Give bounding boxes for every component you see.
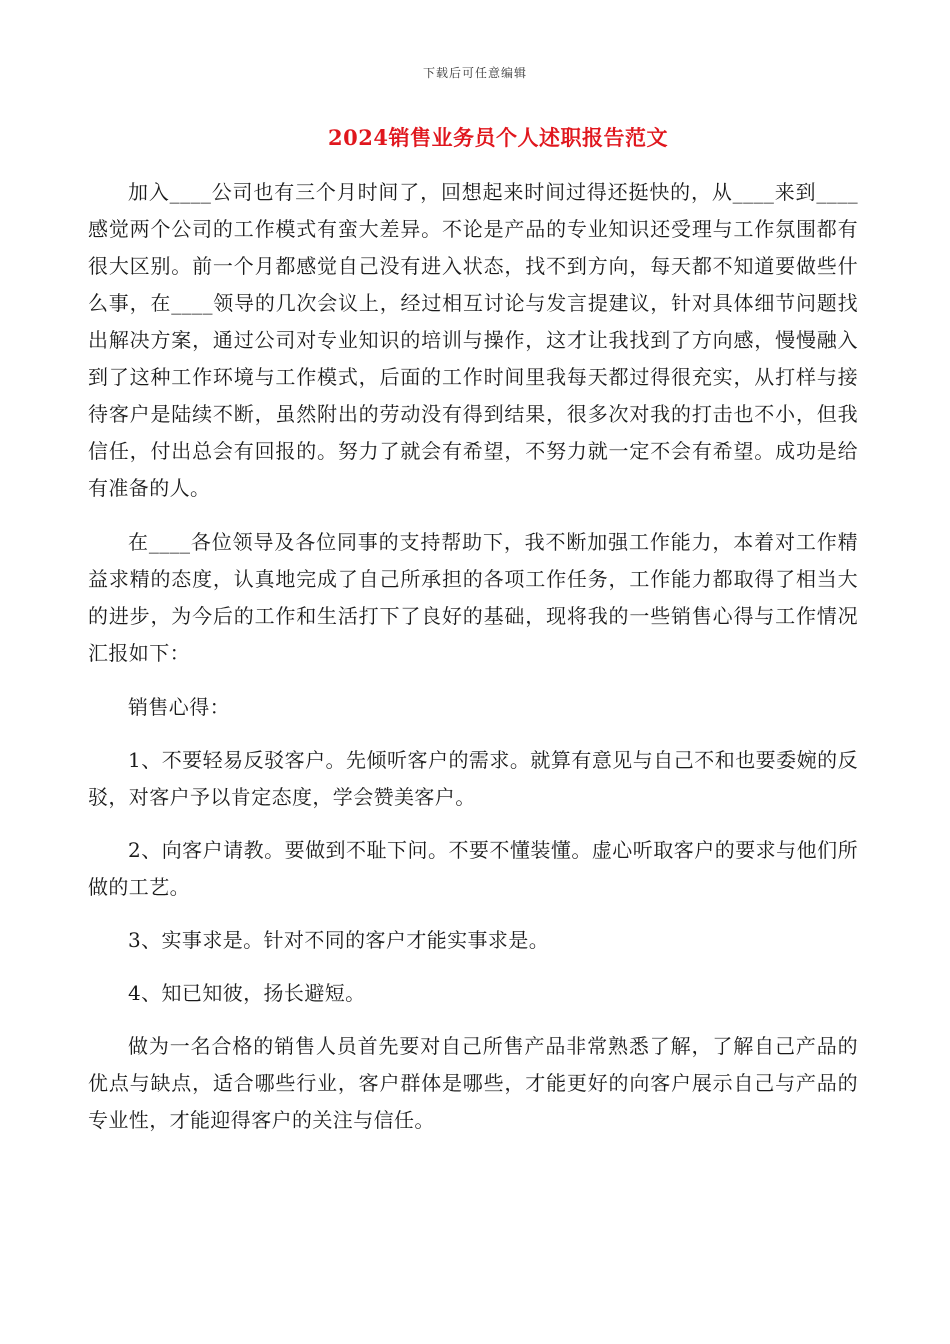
paragraph-heading-sales-insights: 销售心得： (128, 695, 230, 719)
header-note: 下载后可任意编辑 (422, 66, 527, 80)
paragraph-intro: 加入____公司也有三个月时间了，回想起来时间过得还挺快的，从____来到____感觉两个公司的工作模式有蛮大差异。不论是产品的专业知识还受理与工作氛围都有很大区别。前一个月都感觉自己没有进入状态，找不到方向，每天都不知道要做些什么事，在____领导的几次会议上，经过相互讨论与发言提建议，针对具体细节问题找出解决方案，通过公司对专业知识的培训与操作，这才让我找到了方向感，慢慢融入到了这种工作环境与工作模式，后面的工作时间里我每天都过得很充实，从打样与接待客户是陆续不断，虽然附出的劳动没有得到结果，很多次对我的打击也不小，但我信任，付出总会有回报的。努力了就会有希望，不努力就一定不会有希望。成功是给有准备的人。 (88, 180, 858, 500)
paragraph-conclusion: 做为一名合格的销售人员首先要对自己所售产品非常熟悉了解，了解自己产品的优点与缺点，适合哪些行业，客户群体是哪些，才能更好的向客户展示自己与产品的专业性，才能迎得客户的关注与信任。 (88, 1034, 858, 1132)
list-item-3: 3、实事求是。针对不同的客户才能实事求是。 (128, 928, 550, 952)
list-item-4: 4、知已知彼，扬长避短。 (128, 981, 366, 1005)
document-title: 2024销售业务员个人述职报告范文 (328, 125, 668, 150)
list-item-1: 1、不要轻易反驳客户。先倾听客户的需求。就算有意见与自己不和也要委婉的反驳，对客户予以肯定态度，学会赞美客户。 (88, 748, 858, 809)
list-item-2: 2、向客户请教。要做到不耻下问。不要不懂装懂。虚心听取客户的要求与他们所做的工艺。 (88, 838, 858, 899)
document-body (88, 174, 858, 1139)
paragraph-support: 在____各位领导及各位同事的支持帮助下，我不断加强工作能力，本着对工作精益求精的态度，认真地完成了自己所承担的各项工作任务，工作能力都取得了相当大的进步，为今后的工作和生活打下了良好的基础，现将我的一些销售心得与工作情况汇报如下： (88, 530, 858, 665)
